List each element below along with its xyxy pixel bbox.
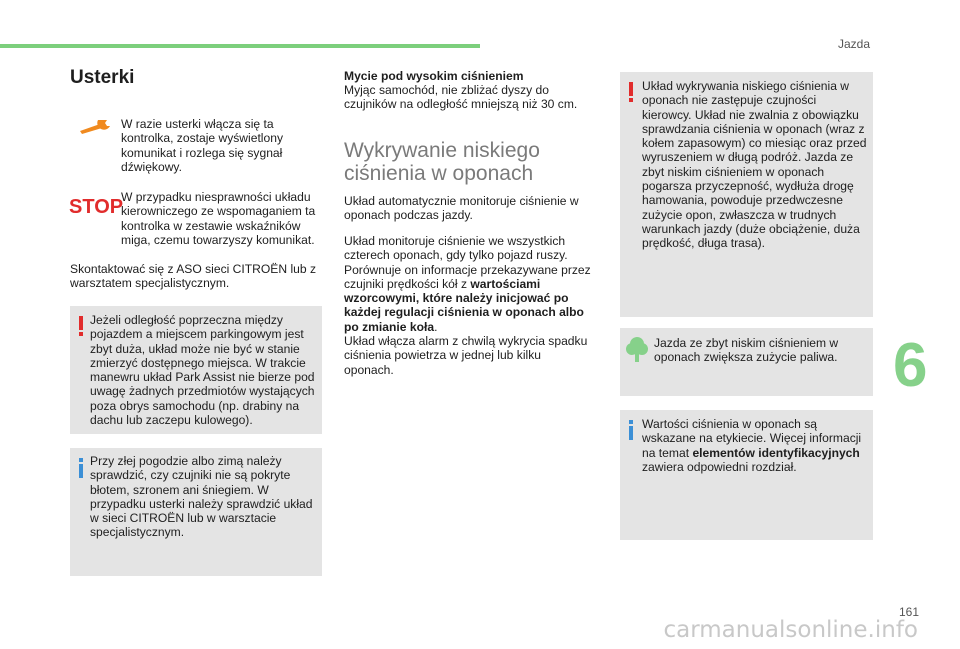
section-heading-tyre-pressure: Wykrywanie niskiego ciśnienia w oponach: [344, 139, 540, 185]
wrench-warning-text: W razie usterki włącza się ta kontrolka, zostaje wyświetlony komunikat i rozlega się sygnał dźwiękowy.: [121, 117, 283, 174]
watermark: carmanualsonline.info: [663, 617, 918, 643]
header-accent-bar: [0, 44, 480, 48]
info-box-weather: [70, 448, 322, 576]
tree-icon: [626, 336, 648, 362]
wrench-icon: [78, 118, 112, 134]
warning-box-tyre: [620, 72, 873, 317]
info-icon: [78, 458, 84, 478]
info-box-tyre-label-text-b: zawiera odpowiedni rozdział.: [642, 459, 797, 474]
stop-icon: STOP: [69, 196, 124, 218]
page-number: 161: [899, 605, 920, 619]
info-box-tyre-label-text: [642, 417, 868, 474]
info-icon: [628, 420, 634, 440]
contact-text: Skontaktować się z ASO sieci CITROËN lub z warsztatem specjalistycznym.: [70, 262, 316, 291]
info-box-tyre-label-text-a: Wartości ciśnienia w oponach są wskazane na etykiecie. Więcej informacji na temat: [642, 417, 862, 460]
info-box-weather-text: Przy złej pogodzie albo zimą należy sprawdzić, czy czujniki nie są pokryte błotem, szronem ani śniegiem. W przypadku usterki należy sprawdzić układ w sieci CITROËN lub w warsztacie specjalistycznym.: [90, 454, 313, 540]
eco-box-fuel-text: Jazda ze zbyt niskim ciśnieniem w oponach zwiększa zużycie paliwa.: [654, 336, 839, 365]
stop-warning-text: W przypadku niesprawności układu kierowniczego ze wspomaganiem ta kontrolka w zestawie wskaźników miga, czemu towarzyszy komunikat.: [121, 190, 316, 247]
info-box-tyre-label: [620, 410, 873, 540]
warning-box-parking-text: Jeżeli odległość poprzeczna między pojazdem a miejscem parkingowym jest zbyt duża, układ może nie być w stanie zmierzyć dostępnego miejsca. W trakcie manewru układ Park Assist nie bierze pod uwagę żadnych przedmiotów wystających poza obrys samochodu (np. drabiny na dachu lub zaczepu kulowego).: [90, 313, 315, 428]
warning-box-parking: [70, 306, 322, 434]
warning-box-tyre-text: Układ wykrywania niskiego ciśnienia w oponach nie zastępuje czujności kierowcy. Układ nie zwalnia z obowiązku sprawdzania ciśnienia w oponach (wraz z kołem zapasowym) co miesiąc oraz przed wyruszeniem w długą podróż. Jazda ze zbyt niskim ciśnieniem w oponach pogarsza przyczepność, wydłuża drogę hamowania, powoduje przedwczesne zużycie opon, zwłaszcza w trudnych warunkach jazdy (duże obciążenie, duża prędkość, długa trasa).: [642, 79, 867, 251]
tyre-monitoring-text-a: Układ monitoruje ciśnienie we wszystkich czterech oponach, gdy tylko pojazd ruszy. Porównuje on informacje przekazywane przez czujniki prędkości kół z: [344, 234, 591, 291]
info-box-tyre-label-text-bold: elementów identyfikacyjnych: [692, 445, 860, 460]
exclamation-icon: [78, 316, 84, 336]
tyre-monitoring-text: [344, 234, 594, 377]
section-label: Jazda: [838, 37, 871, 51]
eco-box-fuel: [620, 328, 873, 396]
tyre-monitoring-text-bold: wartościami wzorcowymi, które należy inicjować po każdej regulacji ciśnienia w oponach albo po zmianie koła: [344, 276, 584, 334]
tyre-monitoring-text-dot: .: [434, 319, 438, 334]
exclamation-icon: [628, 82, 634, 102]
tyre-monitoring-text-b: Układ włącza alarm z chwilą wykrycia spadku ciśnienia powietrza w jednej lub kilku oponach.: [344, 334, 588, 377]
chapter-number: 6: [893, 331, 928, 400]
wash-title: Mycie pod wysokim ciśnieniem: [344, 69, 524, 83]
wash-text: Myjąc samochód, nie zbliżać dyszy do czujników na odległość mniejszą niż 30 cm.: [344, 83, 578, 112]
section-title-usterki: Usterki: [70, 67, 135, 88]
tyre-intro-text: Układ automatycznie monitoruje ciśnienie w oponach podczas jazdy.: [344, 194, 579, 223]
